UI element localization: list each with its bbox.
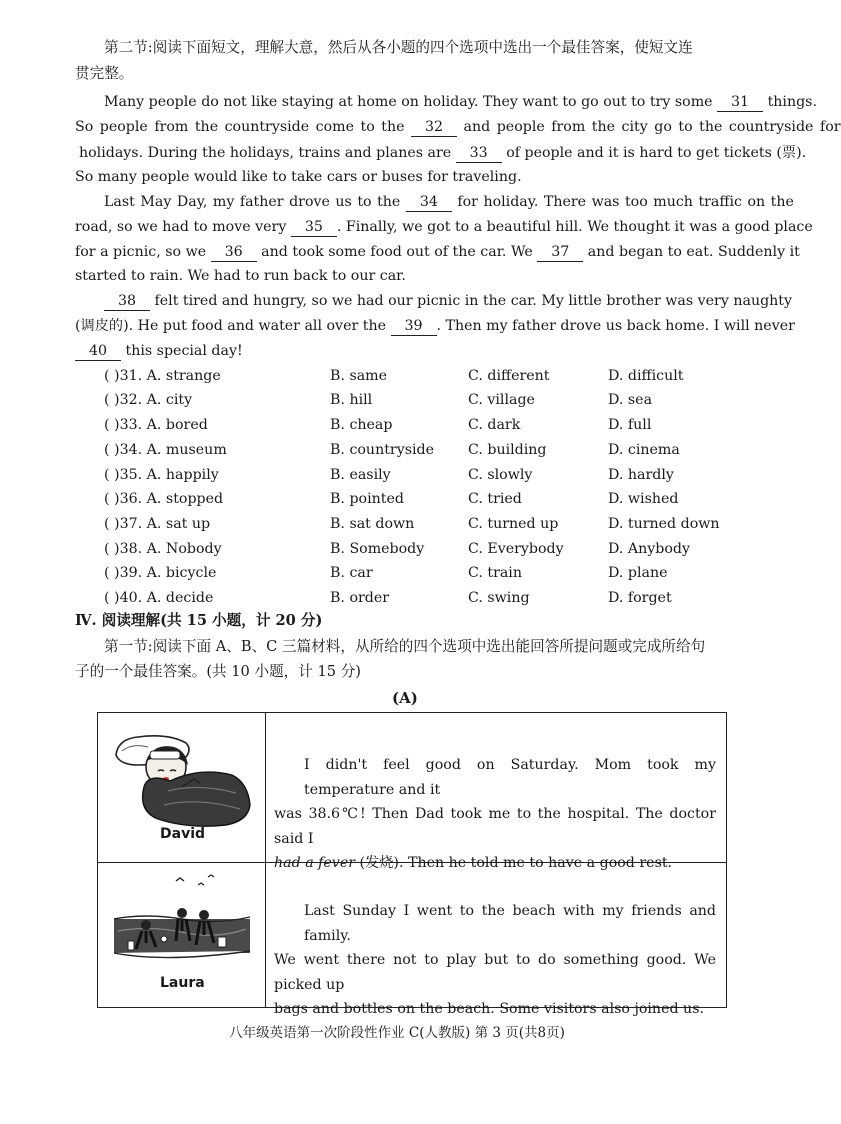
- student-name-laura: Laura: [160, 975, 205, 991]
- option-c[interactable]: C. tried: [468, 491, 522, 507]
- option-c[interactable]: C. village: [468, 392, 535, 408]
- option-d[interactable]: D. Anybody: [608, 541, 691, 557]
- option-d[interactable]: D. cinema: [608, 442, 680, 458]
- blank-40[interactable]: 40: [75, 342, 121, 361]
- option-c[interactable]: C. train: [468, 565, 522, 581]
- question-40[interactable]: ( )40. A. decide: [104, 590, 214, 606]
- question-39[interactable]: ( )39. A. bicycle: [104, 565, 217, 581]
- option-b[interactable]: B. pointed: [330, 491, 404, 507]
- section-heading: Ⅳ. 阅读理解(共 15 小题，计 20 分): [75, 612, 323, 629]
- question-33[interactable]: ( )33. A. bored: [104, 417, 208, 433]
- option-b[interactable]: B. same: [330, 368, 388, 384]
- cloze-instruction-cont: 贯完整。: [75, 65, 134, 82]
- option-c[interactable]: C. Everybody: [468, 541, 564, 557]
- option-d[interactable]: D. hardly: [608, 467, 674, 483]
- passage-line: 40 this special day!: [75, 341, 243, 361]
- reading-instruction-cont: 子的一个最佳答案。(共 10 小题，计 15 分): [75, 663, 361, 680]
- option-d[interactable]: D. wished: [608, 491, 679, 507]
- passage-label: (A): [392, 689, 418, 707]
- passage-a-table: [97, 712, 727, 1017]
- question-35[interactable]: ( )35. A. happily: [104, 467, 219, 483]
- blank-39[interactable]: 39: [391, 317, 437, 336]
- blank-32[interactable]: 32: [411, 118, 457, 137]
- option-d[interactable]: D. difficult: [608, 368, 684, 384]
- david-story: I didn't feel good on Saturday. Mom took my temperature and it was 38.6℃! Then Dad took me to the hospital. The doctor said I had a fever (发烧). Then he told me to have a good rest.: [274, 757, 716, 871]
- question-37[interactable]: ( )37. A. sat up: [104, 516, 211, 532]
- option-b[interactable]: B. order: [330, 590, 390, 606]
- option-b[interactable]: B. car: [330, 565, 373, 581]
- question-36[interactable]: ( )36. A. stopped: [104, 491, 224, 507]
- page-footer: 八年级英语第一次阶段性作业 C(人教版) 第 3 页(共8页): [229, 1025, 565, 1041]
- passage-line: (调皮的). He put food and water all over the 39 . Then my father drove us back home. I will never: [75, 318, 795, 334]
- option-c[interactable]: C. building: [468, 442, 547, 458]
- option-d[interactable]: D. turned down: [608, 516, 720, 532]
- option-c[interactable]: C. slowly: [468, 467, 533, 483]
- blank-37[interactable]: 37: [537, 243, 583, 262]
- student-name-david: David: [160, 826, 206, 842]
- option-d[interactable]: D. sea: [608, 392, 653, 408]
- passage-line: holidays. During the holidays, trains and planes are 33 of people and it is hard to get tickets (票).: [79, 145, 807, 161]
- option-d[interactable]: D. forget: [608, 590, 672, 606]
- table-divider: [265, 713, 266, 1007]
- blank-34[interactable]: 34: [406, 193, 452, 212]
- laura-story: Last Sunday I went to the beach with my friends and family. We went there not to play but to do something good. We picked up bags and bottles on the beach. Some visitors also joined us.: [274, 903, 716, 1017]
- passage-line: So people from the countryside come to the 32 and people from the city go to the countryside for: [75, 119, 841, 135]
- question-31[interactable]: ( )31. A. strange: [104, 368, 221, 384]
- option-b[interactable]: B. sat down: [330, 516, 415, 532]
- passage-line: for a picnic, so we 36 and took some food out of the car. We 37 and began to eat. Suddenly it: [75, 244, 800, 260]
- option-d[interactable]: D. full: [608, 417, 652, 433]
- option-c[interactable]: C. dark: [468, 417, 521, 433]
- option-c[interactable]: C. different: [468, 368, 550, 384]
- option-b[interactable]: B. hill: [330, 392, 373, 408]
- blank-33[interactable]: 33: [456, 144, 502, 163]
- option-b[interactable]: B. easily: [330, 467, 391, 483]
- blank-36[interactable]: 36: [211, 243, 257, 262]
- passage-line: Many people do not like staying at home on holiday. They want to go out to try some 31 things.: [104, 94, 817, 110]
- blank-31[interactable]: 31: [717, 93, 763, 112]
- passage-line: So many people would like to take cars or buses for traveling.: [75, 169, 522, 185]
- question-32[interactable]: ( )32. A. city: [104, 392, 193, 408]
- passage-line: road, so we had to move very 35 . Finally, we got to a beautiful hill. We thought it was a good place: [75, 219, 813, 235]
- question-34[interactable]: ( )34. A. museum: [104, 442, 227, 458]
- reading-instruction: 第一节:阅读下面 A、B、C 三篇材料，从所给的四个选项中选出能回答所提问题或完成所给句: [104, 638, 706, 655]
- passage-line: Last May Day, my father drove us to the 34 for holiday. There was too much traffic on the: [104, 194, 794, 210]
- option-b[interactable]: B. Somebody: [330, 541, 425, 557]
- cloze-instruction: 第二节:阅读下面短文，理解大意，然后从各小题的四个选项中选出一个最佳答案，使短文连: [104, 39, 693, 56]
- blank-38[interactable]: 38: [104, 292, 150, 311]
- option-c[interactable]: C. swing: [468, 590, 530, 606]
- option-d[interactable]: D. plane: [608, 565, 668, 581]
- option-c[interactable]: C. turned up: [468, 516, 559, 532]
- option-b[interactable]: B. countryside: [330, 442, 435, 458]
- passage-line: 38 felt tired and hungry, so we had our picnic in the car. My little brother was very naughty: [104, 291, 792, 311]
- passage-line: started to rain. We had to run back to our car.: [75, 268, 406, 284]
- question-38[interactable]: ( )38. A. Nobody: [104, 541, 222, 557]
- beach-cleanup-illustration: [106, 871, 258, 973]
- option-b[interactable]: B. cheap: [330, 417, 393, 433]
- sick-boy-illustration: [108, 721, 256, 829]
- blank-35[interactable]: 35: [291, 218, 337, 237]
